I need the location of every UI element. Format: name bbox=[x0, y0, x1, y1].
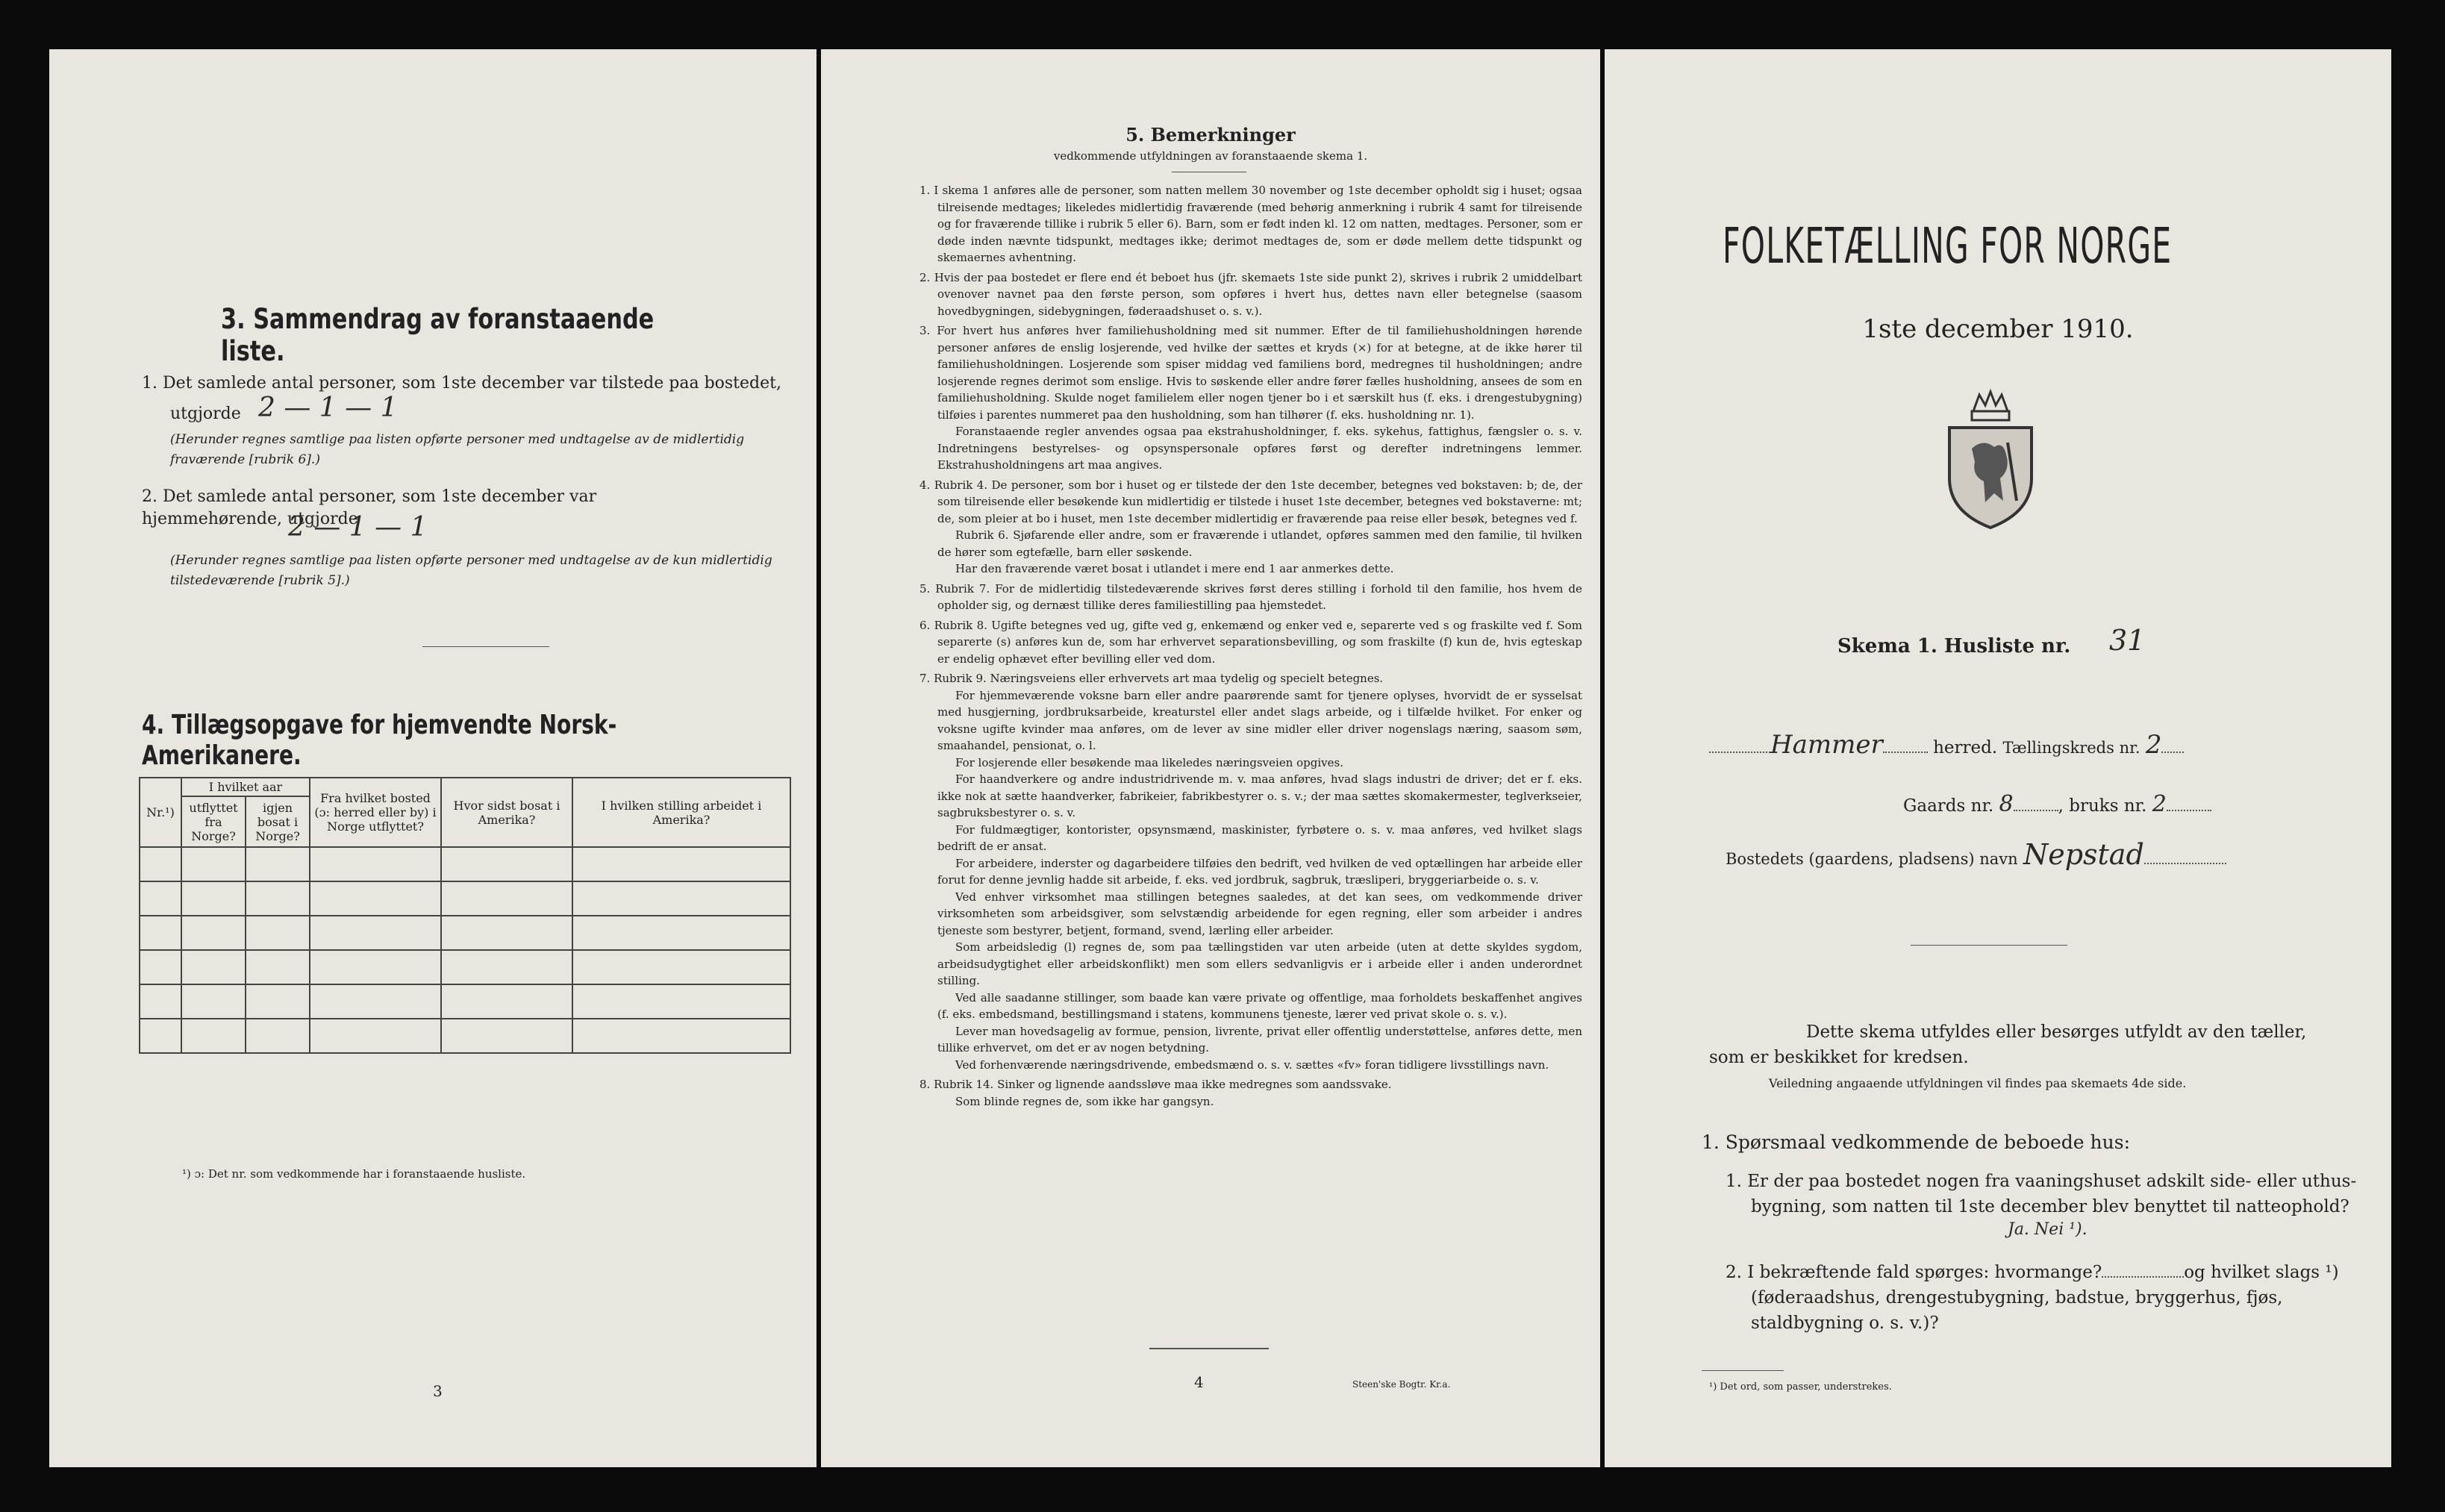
bruks-value: 2 bbox=[2152, 791, 2167, 817]
table-row bbox=[140, 950, 790, 984]
paragraph: Som arbeidsledig (l) regnes de, som paa tællingstiden var uten arbeide (uten at dette skyldes sygdom, arbeidsudygtighet eller arbeidskonflikt) men som ellers sedvanligvis er i arbeide eller i anden underordnet stilling. bbox=[937, 940, 1582, 987]
question-2-line1 bbox=[1726, 1260, 2339, 1285]
paragraph: 7. Rubrik 9. Næringsveiens eller erhvervets art maa tydelig og specielt betegnes. bbox=[919, 672, 1384, 685]
item-1-note: (Herunder regnes samtlige paa listen opførte personer med undtagelse av de midlertidig fraværende [rubrik 6].) bbox=[170, 432, 745, 467]
herred-value: Hammer bbox=[1770, 730, 1883, 760]
paragraph: For arbeidere, inderster og dagarbeidere tilføies den bedrift, ved hvilken de ved optællingen har arbeide eller forut for denne jevnlig hadde sit arbeide, f. eks. ved jordbruk, sagbruk, træsliperi, bryggeriarbeide o. s. v. bbox=[937, 856, 1582, 887]
paragraph: 6. Rubrik 8. Ugifte betegnes ved ug, gifte ved g, enkemænd og enker ved e, separerte ved s og fraskilte ved f. Som separerte (s) anføres kun de, som har erhvervet separationsbevilling, og som fraskilte (f) kun de, hvis egteskap er endelig ophævet efter bevilling eller ved dom. bbox=[919, 618, 1582, 666]
bosted-line bbox=[1726, 838, 2226, 872]
paragraph: Lever man hovedsagelig av formue, pension, livrente, privat eller offentlig understøttelse, anføres dette, men tillike erhvervet, om det er av nogen betydning. bbox=[937, 1024, 1582, 1055]
question-1: 1. Er der paa bostedet nogen fra vaaningshuset adskilt side- eller uthus-bygning, som natten til 1ste december blev benyttet til natteophold? bbox=[1726, 1172, 2357, 1216]
item-2-text: 2. Det samlede antal personer, som 1ste december var hjemmehørende, utgjorde bbox=[142, 487, 597, 528]
col-sidst-bosat: Hvor sidst bosat i Amerika? bbox=[441, 778, 572, 847]
herred-line bbox=[1709, 732, 2381, 760]
bemerkninger-heading: 5. Bemerkninger bbox=[1125, 124, 1296, 146]
bosted-label: Bostedets (gaardens, pladsens) navn bbox=[1726, 850, 2018, 868]
bruks-label: bruks nr. bbox=[2069, 796, 2147, 816]
printer-mark: Steen'ske Bogtr. Kr.a. bbox=[1352, 1379, 1451, 1390]
item-2-value: 2 — 1 — 1 bbox=[288, 512, 428, 543]
bemerkninger-subheading: vedkommende utfyldningen av foranstaaende skema 1. bbox=[1053, 149, 1368, 163]
question-2-c: (føderaadshus, drengestubygning, badstue, bryggerhus, fjøs, staldbygning o. s. v.)? bbox=[1751, 1288, 2283, 1333]
question-2-a: 2. I bekræftende fald spørges: hvormange? bbox=[1726, 1263, 2102, 1282]
paragraph: 2. Hvis der paa bostedet er flere end ét beboet hus (jfr. skemaets 1ste side punkt 2), skrives i rubrik 2 umiddelbart ovenover navnet paa den første person, som opføres i hvert hus, dettes navn eller betegnelse (saasom hovedbygningen, sidebygningen, føderaadshuset o. s. v.). bbox=[919, 270, 1582, 318]
intro-note: Veiledning angaaende utfyldningen vil findes paa skemaets 4de side. bbox=[1769, 1076, 2187, 1090]
col-utflyttet: utflyttet fra Norge? bbox=[181, 796, 246, 847]
paragraph: Ved alle saadanne stillinger, som baade kan være private og offentlige, maa forholdets beskaffenhet angives (f. eks. embedsmand, bestillingsmand i statens, kommunens tjeneste, lærer ved privat skole o. s. v.). bbox=[937, 990, 1582, 1021]
paragraph: Ved enhver virksomhet maa stillingen betegnes saaledes, at det kan sees, om vedkommende driver virksomheten som arbeidsgiver, som selvstændig arbeidende for egen regning, eller som arbeider i andres tjeneste som bestyrer, betjent, formand, svend, lærling eller arbeider. bbox=[937, 890, 1582, 937]
divider bbox=[422, 646, 549, 647]
bosted-value: Nepstad bbox=[2023, 838, 2144, 871]
norsk-amerikanere-table bbox=[139, 777, 791, 1054]
table-row bbox=[140, 881, 790, 916]
kreds-label: Tællingskreds nr. bbox=[2002, 739, 2140, 757]
table-row bbox=[140, 984, 790, 1019]
bemerkninger-body bbox=[919, 182, 1582, 1110]
kreds-value: 2 bbox=[2145, 730, 2162, 760]
divider bbox=[1702, 1370, 1784, 1371]
paragraph: 8. Rubrik 14. Sinker og lignende aandssløve maa ikke medregnes som aandssvake. bbox=[919, 1078, 1392, 1091]
col-stilling: I hvilken stilling arbeidet i Amerika? bbox=[572, 778, 790, 847]
page-3 bbox=[49, 49, 816, 1467]
questions-heading: 1. Spørsmaal vedkommende de beboede hus: bbox=[1702, 1131, 2130, 1153]
herred-label: herred. bbox=[1933, 738, 1998, 757]
paragraph: For haandverkere og andre industridrivende m. v. maa anføres, hvad slags industri de driver; det er f. eks. ikke nok at sætte haandverker, fabrikeier, fabrikbestyrer o. s. v.; der maa sættes skomakermester, teglverkseier, sagbruksbestyrer o. s. v. bbox=[937, 772, 1582, 819]
divider bbox=[1911, 945, 2067, 946]
paragraph: 4. Rubrik 4. De personer, som bor i huset og er tilstede der den 1ste december, betegnes ved bokstaven: b; de, der som tilreisende eller besøkende kun midlertidig er tilstede i huset 1ste december, betegnes ved bokstaverne: mt; de, som pleier at bo i huset, men 1ste december midlertidig er fraværende paa reise eller besøk, betegnes ved f. bbox=[919, 478, 1582, 525]
item-1-utgjorde-label: utgjorde bbox=[170, 404, 241, 423]
gaards-value: 8 bbox=[1999, 791, 2014, 817]
paragraph: Har den fraværende været bosat i utlandet i mere end 1 aar anmerkes dette. bbox=[955, 562, 1394, 575]
col-igjen: igjen bosat i Norge? bbox=[246, 796, 310, 847]
schema-label: Skema 1. Husliste nr. bbox=[1837, 635, 2071, 657]
paragraph: Ved forhenværende næringsdrivende, embedsmænd o. s. v. sættes «fv» foran tidligere livsstillings navn. bbox=[955, 1058, 1549, 1072]
page-4 bbox=[821, 49, 1600, 1467]
paragraph: 3. For hvert hus anføres hver familiehusholdning med sit nummer. Efter de til familiehusholdningen hørende personer anføres de enslig losjerende, ved hvilke der sættes et kryds (×) for at betegne, at de ikke hører til familiehusholdningen. Losjerende som spiser middag ved familiens bord, medregnes til husholdningen; andre losjerende regnes derimot som enslige. Hvis to søskende eller andre fører fælles husholdning, ansees de som en familiehusholdning. Skulde noget familielem eller nogen tjener bo i et særskilt hus (f. eks. i drengestubygning) tilføies i parentes nummeret paa den husholdning, som han tilhører (f. eks. husholdning nr. 1). bbox=[919, 324, 1582, 422]
gaard-line: Gaards nr. 8 , bruks nr. 2 bbox=[1903, 792, 2211, 819]
col-nr: Nr.¹) bbox=[140, 778, 181, 847]
paragraph: 1. I skema 1 anføres alle de personer, som natten mellem 30 november og 1ste december opholdt sig i huset; ogsaa tilreisende medtages; likeledes midlertidig fraværende (med behørig anmerkning i rubrik 4 samt for tilreisende og for fraværende tillike i rubrik 5 eller 6). Barn, som er født inden kl. 12 om natten, medtages. Personer, som er døde inden nævnte tidspunkt, medtages ikke; derimot medtages de, som er døde mellem dette tidspunkt og skemaernes avhentning. bbox=[919, 184, 1582, 264]
divider bbox=[1149, 1348, 1269, 1349]
page-number: 4 bbox=[1194, 1373, 1204, 1391]
col-group-year: I hvilket aar bbox=[181, 778, 310, 796]
item-2-note: (Herunder regnes samtlige paa listen opførte personer med undtagelse av de kun midlertidig tilstedeværende [rubrik 5].) bbox=[170, 553, 772, 588]
page-number: 3 bbox=[433, 1382, 443, 1400]
item-1-value: 2 — 1 — 1 bbox=[258, 393, 398, 423]
paragraph: 5. Rubrik 7. For de midlertidig tilstedeværende skrives først deres stilling i forhold til den familie, hos hvem de opholder sig, og dernæst tillike deres familiestilling paa hjemstedet. bbox=[919, 581, 1582, 612]
question-2-b: og hvilket slags ¹) bbox=[2184, 1263, 2339, 1282]
col-fra-bosted: Fra hvilket bosted (ɔ: herred eller by) i Norge utflyttet? bbox=[310, 778, 441, 847]
coat-of-arms-icon bbox=[1942, 389, 2039, 531]
form-date: 1ste december 1910. bbox=[1862, 314, 2134, 344]
question-1-answer: Ja. Nei ¹). bbox=[2008, 1220, 2088, 1239]
page1-footnote: ¹) Det ord, som passer, understrekes. bbox=[1709, 1381, 1892, 1393]
paragraph: For fuldmægtiger, kontorister, opsynsmænd, maskinister, fyrbøtere o. s. v. maa anføres, ved hvilket slags bedrift de er ansat. bbox=[937, 822, 1582, 853]
paragraph: For hjemmeværende voksne barn eller andre paarørende samt for tjenere oplyses, hvorvidt de er sysselsat med husgjerning, jordbruksarbeide, kreaturstel eller andet slags arbeide, og i tilfælde hvilket. For enker og voksne ugifte kvinder maa anføres, om de lever av sine midler eller driver nogenslags næring, saasom søm, smaahandel, pensionat, o. l. bbox=[937, 688, 1582, 752]
intro-text: Dette skema utfyldes eller besørges utfyldt av den tæller, som er beskikket for kredsen. bbox=[1709, 1022, 2307, 1067]
paragraph: Rubrik 6. Sjøfarende eller andre, som er fraværende i utlandet, opføres sammen med den familie, til hvilken de hører som egtefælle, barn eller søskende. bbox=[937, 528, 1582, 559]
gaards-label: Gaards nr. bbox=[1903, 796, 1994, 816]
table-row bbox=[140, 1019, 790, 1053]
paragraph: Som blinde regnes de, som ikke har gangsyn. bbox=[955, 1094, 1214, 1108]
husliste-nr: 31 bbox=[2109, 624, 2146, 657]
table-footnote: ¹) ɔ: Det nr. som vedkommende har i foranstaaende husliste. bbox=[182, 1167, 526, 1181]
page-1 bbox=[1605, 49, 2391, 1467]
form-title: FOLKETÆLLING FOR NORGE bbox=[1723, 217, 2173, 275]
table-row bbox=[140, 916, 790, 950]
item-1-text: 1. Det samlede antal personer, som 1ste december var tilstede paa bostedet, bbox=[142, 374, 781, 393]
paragraph: Foranstaaende regler anvendes ogsaa paa ekstrahusholdninger, f. eks. sykehus, fattighus, fængsler o. s. v. Indretningens bestyrelses- og opsynspersonale opføres først og derefter indretningens lemmer. Ekstrahusholdningens art maa angives. bbox=[937, 425, 1582, 472]
section-3-heading: 3. Sammendrag av foranstaaende liste. bbox=[221, 303, 655, 367]
table-row bbox=[140, 847, 790, 881]
section-4-heading: 4. Tillægsopgave for hjemvendte Norsk-Amerikanere. bbox=[142, 710, 617, 771]
paragraph: For losjerende eller besøkende maa likeledes næringsveien opgives. bbox=[955, 755, 1343, 769]
